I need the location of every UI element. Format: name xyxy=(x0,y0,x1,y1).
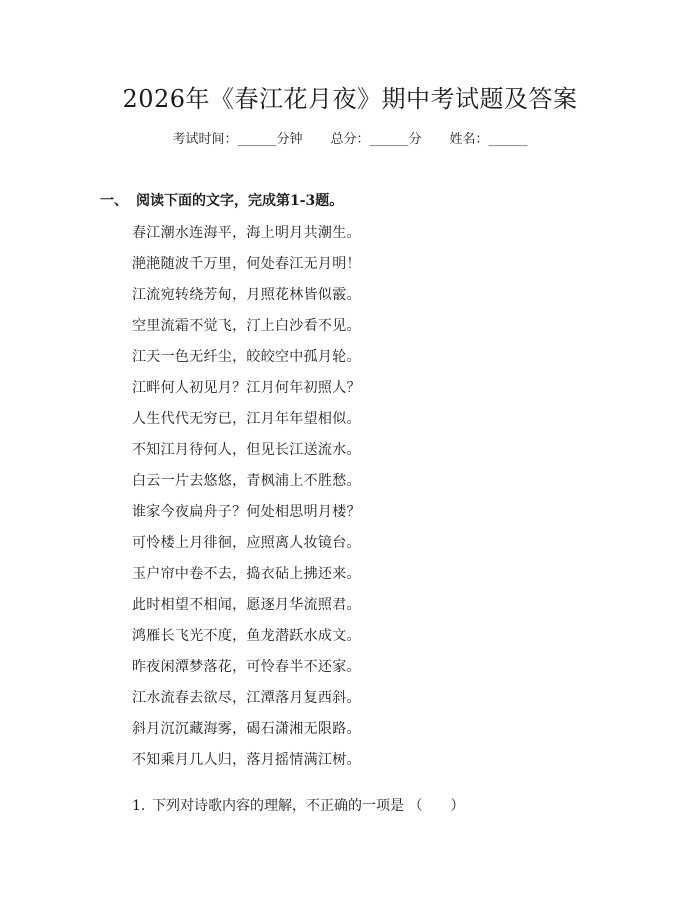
poem-line: 人生代代无穷已，江月年年望相似。 xyxy=(132,411,361,427)
poem-line: 谁家今夜扁舟子？何处相思明月楼？ xyxy=(132,504,361,520)
poem-line: 斜月沉沉藏海雾，碣石潇湘无限路。 xyxy=(132,721,361,737)
poem-line: 江流宛转绕芳甸，月照花林皆似霰。 xyxy=(132,287,361,303)
poem-line: 白云一片去悠悠，青枫浦上不胜愁。 xyxy=(132,473,361,489)
exam-meta xyxy=(0,130,700,150)
poem-line: 昨夜闲潭梦落花，可怜春半不还家。 xyxy=(132,659,361,675)
poem-line: 空里流霜不觉飞，汀上白沙看不见。 xyxy=(132,318,361,334)
poem-line: 不知江月待何人，但见长江送流水。 xyxy=(132,442,361,458)
poem-line: 可怜楼上月徘徊，应照离人妆镜台。 xyxy=(132,535,361,551)
poem-line: 江天一色无纤尘，皎皎空中孤月轮。 xyxy=(132,349,361,365)
section-number: 一、 xyxy=(100,193,128,209)
poem-line: 不知乘月几人归，落月摇情满江树。 xyxy=(132,752,361,768)
poem-text xyxy=(132,222,361,780)
poem-line: 鸿雁长飞光不度，鱼龙潜跃水成文。 xyxy=(132,628,361,644)
name-field: 姓名：______ xyxy=(449,132,528,147)
poem-line: 江畔何人初见月？江月何年初照人？ xyxy=(132,380,361,396)
question-number: 1. xyxy=(132,798,146,814)
exam-time-field: 考试时间：______分钟 xyxy=(172,132,303,147)
poem-line: 此时相望不相闻，愿逐月华流照君。 xyxy=(132,597,361,613)
question-1 xyxy=(132,795,464,817)
poem-line: 玉户帘中卷不去，捣衣砧上拂还来。 xyxy=(132,566,361,582)
question-text: 下列对诗歌内容的理解，不正确的一项是 （ ） xyxy=(152,798,465,814)
page-title: 2026年《春江花月夜》期中考试题及答案 xyxy=(122,85,578,113)
section-instruction: 阅读下面的文字，完成第1-3题。 xyxy=(136,193,344,209)
poem-line: 江水流春去欲尽，江潭落月复西斜。 xyxy=(132,690,361,706)
poem-line: 滟滟随波千万里，何处春江无月明！ xyxy=(132,256,361,272)
section-heading xyxy=(100,190,343,212)
total-score-field: 总分：______分 xyxy=(330,132,422,147)
poem-line: 春江潮水连海平，海上明月共潮生。 xyxy=(132,225,361,241)
